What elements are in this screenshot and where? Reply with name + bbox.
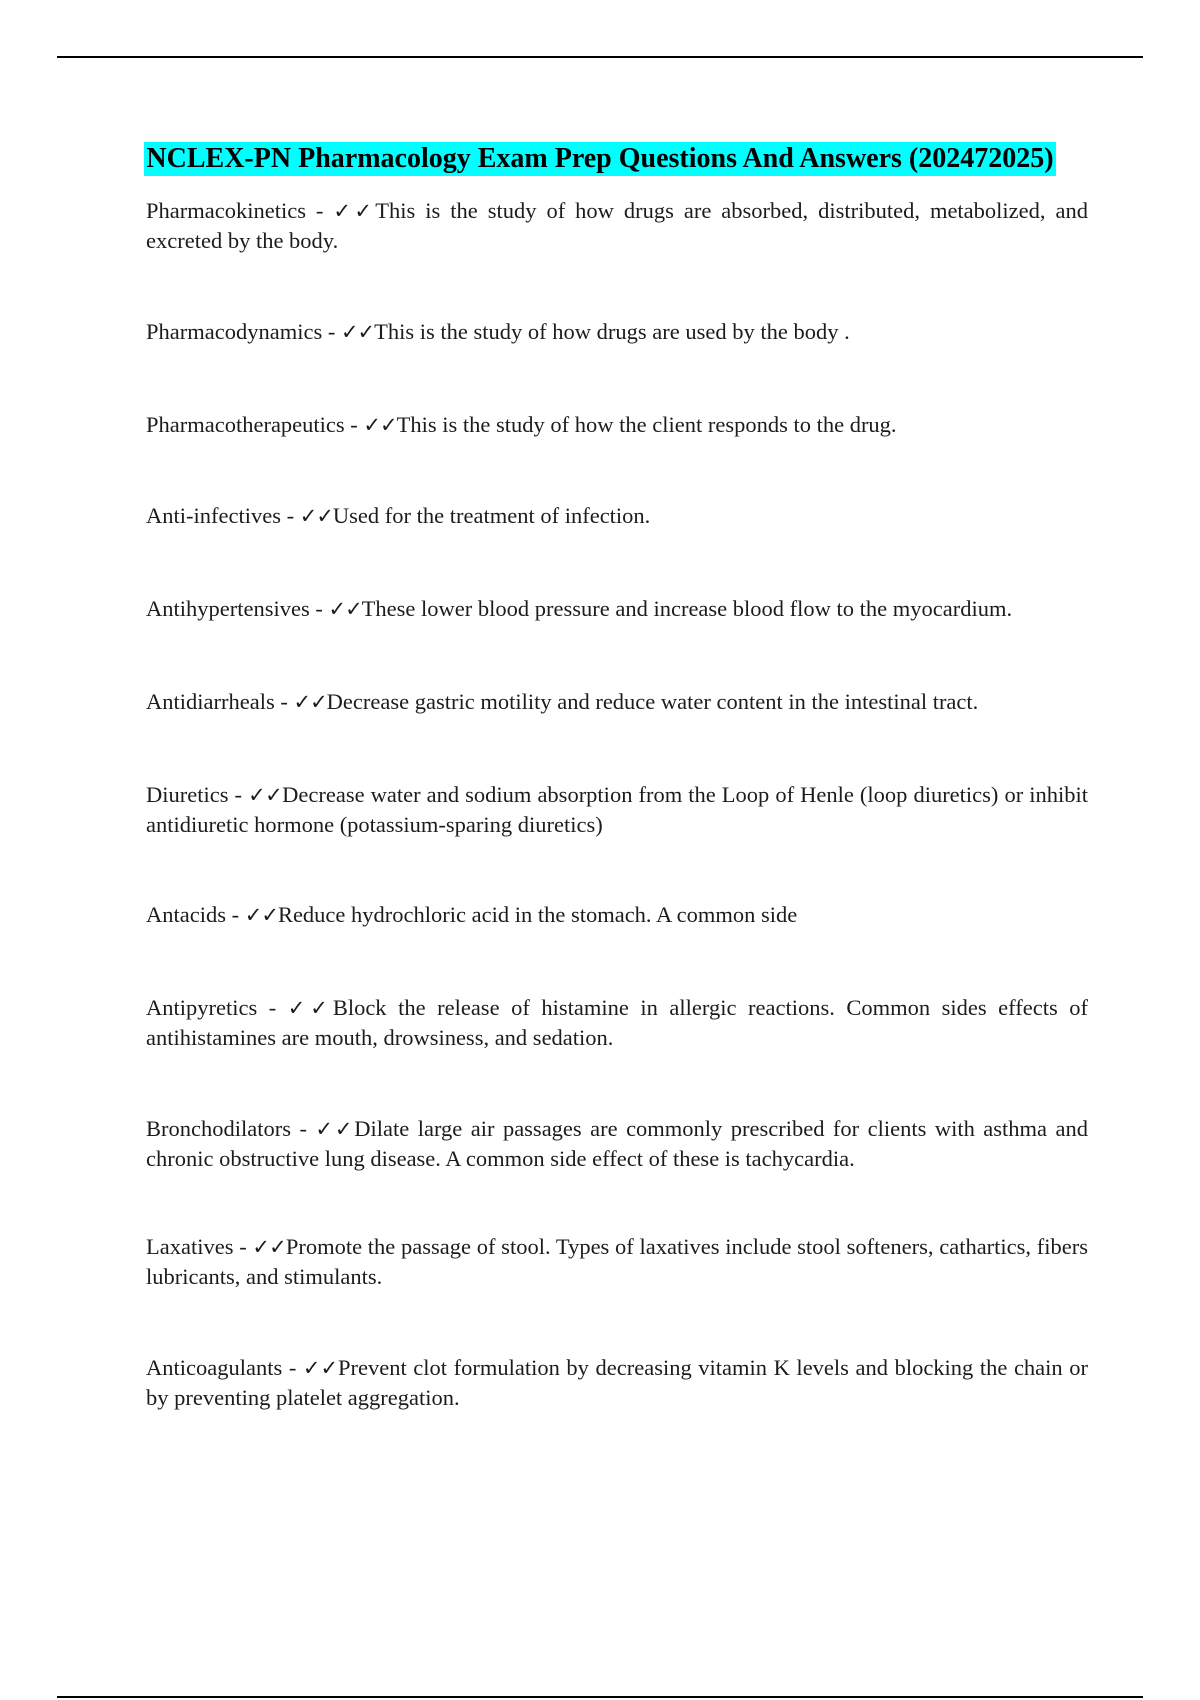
entry-term: Diuretics (146, 782, 229, 807)
entry-term: Pharmacokinetics (146, 198, 306, 223)
entry-answer: Promote the passage of stool. Types of laxatives include stool softeners, cathartics, fibers lubricants, and stimulants. (146, 1234, 1088, 1289)
entry-anti-infectives: Anti-infectives - ✓✓Used for the treatment of infection. (146, 503, 651, 528)
checkmark-icon: ✓✓ (244, 903, 278, 927)
header-rule (57, 56, 1143, 58)
checkmark-icon: ✓✓ (328, 597, 362, 621)
entry-answer: Decrease water and sodium absorption from the Loop of Henle (loop diuretics) or inhibit antidiuretic hormone (potassium-sparing diuretics) (146, 782, 1088, 837)
checkmark-icon: ✓✓ (287, 996, 333, 1020)
entry-pharmacotherapeutics: Pharmacotherapeutics - ✓✓This is the study of how the client responds to the drug. (146, 412, 897, 437)
entry-term: Antidiarrheals (146, 689, 275, 714)
entry-term: Antihypertensives (146, 596, 310, 621)
entry-laxatives: Laxatives - ✓✓Promote the passage of stool. Types of laxatives include stool softeners, cathartics, fibers lubricants, and stimulants. (146, 1234, 1088, 1289)
entry-answer: Block the release of histamine in allergic reactions. Common sides effects of antihistamines are mouth, drowsiness, and sedation. (146, 995, 1088, 1050)
entry-answer: Decrease gastric motility and reduce water content in the intestinal tract. (326, 689, 979, 714)
entry-antidiarrheals: Antidiarrheals - ✓✓Decrease gastric motility and reduce water content in the intestinal tract. (146, 689, 979, 714)
entry-answer: This is the study of how drugs are used by the body . (374, 319, 850, 344)
entry-pharmacodynamics: Pharmacodynamics - ✓✓This is the study of how drugs are used by the body . (146, 319, 850, 344)
checkmark-icon: ✓✓ (333, 199, 376, 223)
entry-answer: Reduce hydrochloric acid in the stomach. A common side (277, 902, 798, 927)
entry-anticoagulants: Anticoagulants - ✓✓Prevent clot formulation by decreasing vitamin K levels and blocking the chain or by preventing platelet aggregation. (146, 1355, 1088, 1410)
entry-pharmacokinetics: Pharmacokinetics - ✓✓This is the study of how drugs are absorbed, distributed, metabolized, and excreted by the body. (146, 198, 1088, 253)
entry-term: Antacids (146, 902, 226, 927)
entry-answer: These lower blood pressure and increase blood flow to the myocardium. (361, 596, 1013, 621)
checkmark-icon: ✓✓ (248, 783, 283, 807)
entry-term: Anticoagulants (146, 1355, 283, 1380)
entry-term: Pharmacotherapeutics (146, 412, 345, 437)
entry-term: Bronchodilators (146, 1116, 291, 1141)
footer-rule (57, 1696, 1143, 1698)
document-title: NCLEX-PN Pharmacology Exam Prep Questions And Answers (202472025) (146, 143, 1054, 174)
entry-bronchodilators: Bronchodilators - ✓✓Dilate large air passages are commonly prescribed for clients with asthma and chronic obstructive lung disease. A common side effect of these is tachycardia. (146, 1116, 1088, 1171)
entry-antacids: Antacids - ✓✓Reduce hydrochloric acid in the stomach. A common side (146, 902, 798, 927)
entry-answer: Dilate large air passages are commonly prescribed for clients with asthma and chronic obstructive lung disease. A common side effect of these is tachycardia. (146, 1116, 1088, 1171)
entry-answer: This is the study of how the client responds to the drug. (396, 412, 897, 437)
checkmark-icon: ✓✓ (363, 413, 397, 437)
checkmark-icon: ✓✓ (252, 1235, 286, 1259)
entry-term: Anti-infectives (146, 503, 281, 528)
entry-term: Pharmacodynamics (146, 319, 323, 344)
checkmark-icon: ✓✓ (315, 1117, 355, 1141)
entry-answer: Used for the treatment of infection. (332, 503, 651, 528)
entry-antipyretics: Antipyretics - ✓✓Block the release of histamine in allergic reactions. Common sides effects of antihistamines are mouth, drowsiness, and sedation. (146, 995, 1088, 1050)
entry-answer: This is the study of how drugs are absorbed, distributed, metabolized, and excreted by the body. (146, 198, 1088, 253)
entry-antihypertensives: Antihypertensives - ✓✓These lower blood pressure and increase blood flow to the myocardium. (146, 596, 1013, 621)
entry-answer: Prevent clot formulation by decreasing vitamin K levels and blocking the chain or by preventing platelet aggregation. (146, 1355, 1088, 1410)
checkmark-icon: ✓✓ (293, 690, 327, 714)
title-container (0, 142, 1200, 176)
checkmark-icon: ✓✓ (299, 504, 333, 528)
entry-term: Antipyretics (146, 995, 258, 1020)
checkmark-icon: ✓✓ (340, 320, 375, 344)
entry-diuretics: Diuretics - ✓✓Decrease water and sodium absorption from the Loop of Henle (loop diuretics) or inhibit antidiuretic hormone (potassium-sparing diuretics) (146, 782, 1088, 837)
entry-term: Laxatives (146, 1234, 234, 1259)
checkmark-icon: ✓✓ (302, 1356, 338, 1380)
